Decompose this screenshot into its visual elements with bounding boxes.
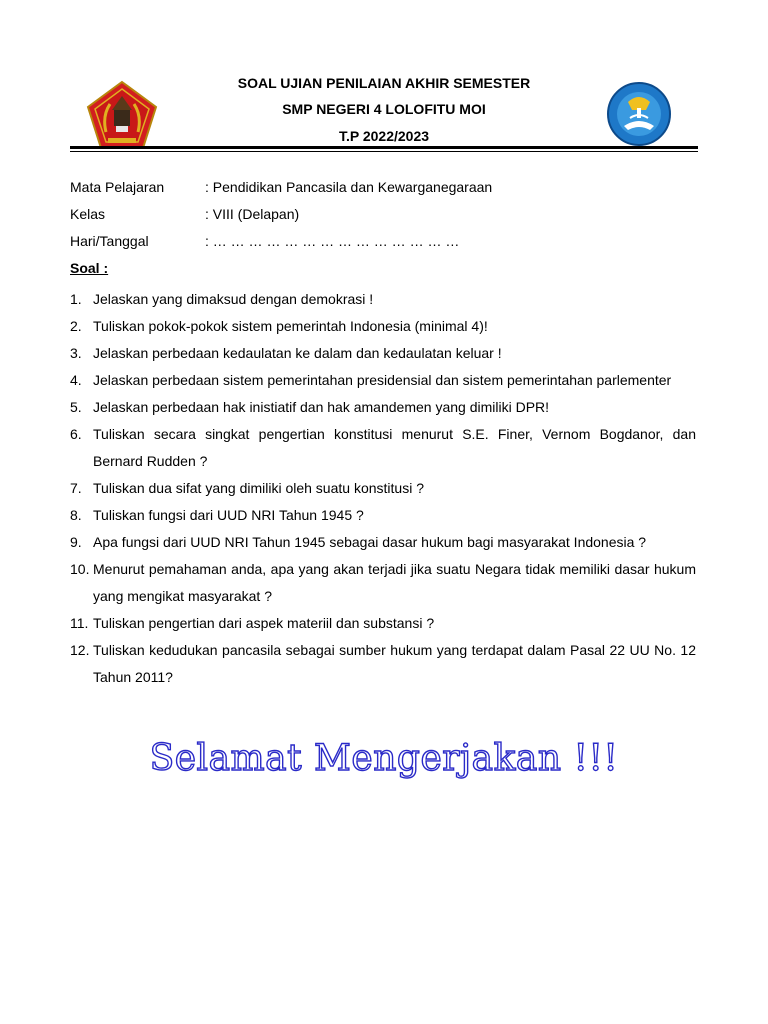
- list-item: [70, 340, 696, 367]
- question-number: 6.: [70, 426, 82, 442]
- question-number: 1.: [70, 291, 82, 307]
- list-item: [70, 394, 696, 421]
- info-label: Mata Pelajaran: [70, 179, 165, 195]
- question-list: [70, 286, 696, 691]
- question-text: Jelaskan perbedaan sistem pemerintahan presidensial dan sistem pemerintahan parlementer: [93, 372, 672, 388]
- question-number: 9.: [70, 534, 82, 550]
- question-text: Jelaskan perbedaan hak inistiatif dan hak amandemen yang dimiliki DPR!: [93, 399, 550, 415]
- question-number: 7.: [70, 480, 82, 496]
- question-number: 4.: [70, 372, 82, 388]
- list-item: [70, 529, 696, 556]
- academic-year: T.P 2022/2023: [338, 128, 430, 144]
- info-row-class: [70, 205, 698, 232]
- info-row-subject: [70, 178, 698, 205]
- list-item: [70, 286, 696, 313]
- question-text: Tuliskan pengertian dari aspek materiil dan substansi ?: [93, 615, 435, 631]
- question-number: 10.: [70, 561, 90, 577]
- questions-heading: Soal :: [70, 260, 109, 276]
- list-item: [70, 610, 696, 637]
- question-number: 11.: [70, 615, 89, 631]
- info-row-date: [70, 232, 698, 259]
- question-number: 12.: [70, 642, 90, 658]
- info-label: Kelas: [70, 206, 106, 222]
- question-number: 8.: [70, 507, 82, 523]
- question-text: Menurut pemahaman anda, apa yang akan terjadi jika suatu Negara tidak memiliki dasar hukum yang mengikat masyarakat ?: [93, 561, 696, 604]
- info-value: : VIII (Delapan): [205, 206, 300, 222]
- question-text: Tuliskan fungsi dari UUD NRI Tahun 1945 ?: [93, 507, 364, 523]
- question-text: Apa fungsi dari UUD NRI Tahun 1945 sebagai dasar hukum bagi masyarakat Indonesia ?: [93, 534, 647, 550]
- question-text: Jelaskan perbedaan kedaulatan ke dalam dan kedaulatan keluar !: [93, 345, 502, 361]
- school-name: SMP NEGERI 4 LOLOFITU MOI: [282, 101, 486, 117]
- list-item: [70, 556, 696, 610]
- closing-message: Selamat Mengerjakan !!!: [149, 738, 619, 779]
- question-number: 3.: [70, 345, 82, 361]
- question-text: Tuliskan pokok-pokok sistem pemerintah Indonesia (minimal 4)!: [93, 318, 488, 334]
- list-item: [70, 421, 696, 475]
- info-value: : … … … … … … … … … … … … … …: [205, 233, 460, 249]
- list-item: [70, 367, 696, 394]
- question-text: Tuliskan secara singkat pengertian konstitusi menurut S.E. Finer, Vernom Bogdanor, dan Bernard Rudden ?: [93, 426, 696, 469]
- question-text: Tuliskan kedudukan pancasila sebagai sumber hukum yang terdapat dalam Pasal 22 UU No. 12 Tahun 2011?: [93, 642, 696, 685]
- list-item: [70, 502, 696, 529]
- exam-title: SOAL UJIAN PENILAIAN AKHIR SEMESTER: [237, 75, 531, 91]
- list-item: [70, 637, 696, 691]
- question-number: 5.: [70, 399, 82, 415]
- question-text: Tuliskan dua sifat yang dimiliki oleh suatu konstitusi ?: [93, 480, 424, 496]
- education-emblem-icon: [606, 80, 672, 148]
- info-label: Hari/Tanggal: [70, 233, 149, 249]
- document-header: [0, 0, 768, 160]
- header-divider: [70, 146, 698, 149]
- header-divider-thin: [70, 151, 698, 152]
- exam-info: [70, 178, 698, 259]
- list-item: [70, 313, 696, 340]
- info-value: : Pendidikan Pancasila dan Kewarganegaraan: [205, 179, 493, 195]
- question-text: Jelaskan yang dimaksud dengan demokrasi !: [93, 291, 374, 307]
- question-number: 2.: [70, 318, 82, 334]
- list-item: [70, 475, 696, 502]
